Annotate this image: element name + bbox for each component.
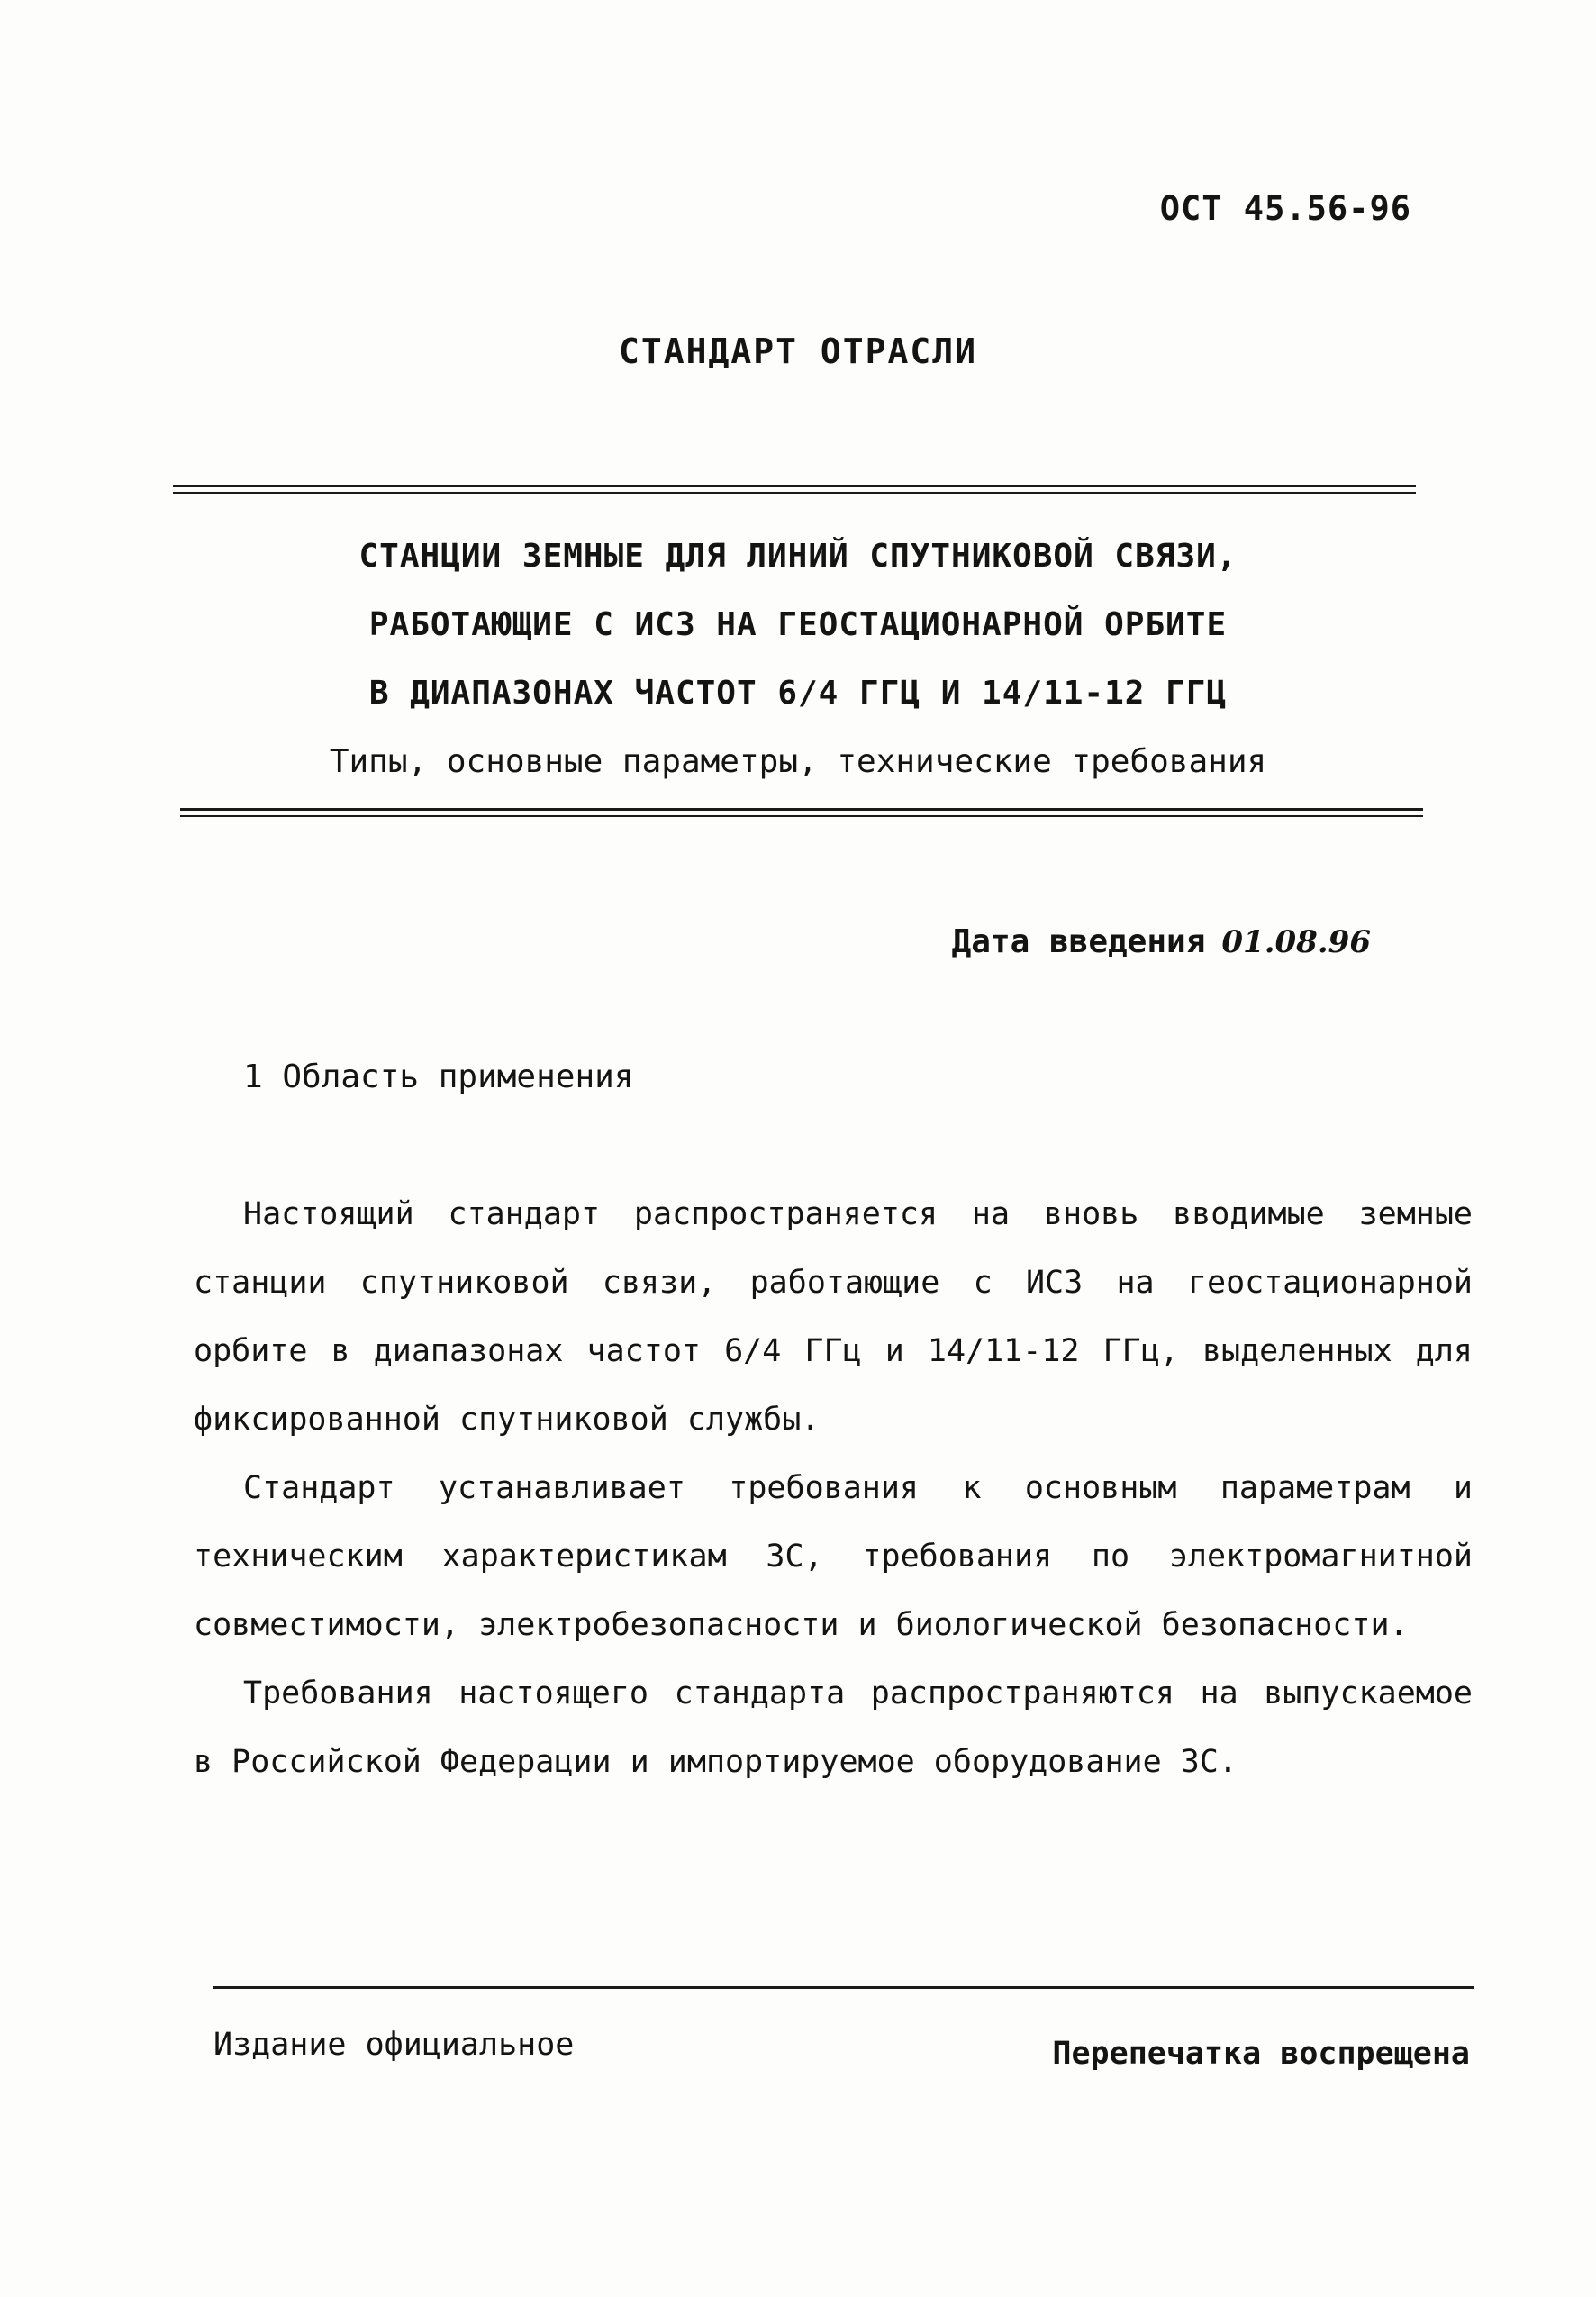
- title-bottom-rule-shadow: [180, 815, 1423, 817]
- document-code: ОСТ 45.56-96: [1159, 189, 1411, 228]
- document-title: [0, 522, 1596, 796]
- title-subtitle: Типы, основные параметры, технические требования: [329, 743, 1267, 780]
- title-top-rule-shadow: [173, 492, 1416, 494]
- section-heading: 1 Область применения: [243, 1058, 634, 1095]
- section-body: [194, 1180, 1473, 1796]
- paragraph-2: Стандарт устанавливает требования к основным параметрам и техническим характеристикам ЗС, требования по электромагнитной совместимости, электробезопасности и биологической безопасности.: [194, 1470, 1473, 1643]
- title-line-1: СТАНЦИИ ЗЕМНЫЕ ДЛЯ ЛИНИЙ СПУТНИКОВОЙ СВЯЗИ,: [358, 538, 1238, 575]
- footer-edition-note: Издание официальное: [213, 2027, 575, 2063]
- footer-reprint-note: Перепечатка воспрещена: [1052, 2036, 1470, 2072]
- paragraph-3: Требования настоящего стандарта распространяются на выпускаемое в Российской Федерации и импортируемое оборудование ЗС.: [194, 1675, 1473, 1780]
- introduction-date: [952, 923, 1371, 960]
- title-line-3: В ДИАПАЗОНАХ ЧАСТОТ 6/4 ГГЦ И 14/11-12 ГГЦ: [368, 675, 1228, 712]
- introduction-date-value: 01.08.96: [1221, 924, 1371, 960]
- title-line-2: РАБОТАЮЩИЕ С ИСЗ НА ГЕОСТАЦИОНАРНОЙ ОРБИТЕ: [368, 606, 1228, 643]
- document-type-heading: СТАНДАРТ ОТРАСЛИ: [618, 331, 978, 371]
- footer-rule: [213, 1986, 1474, 1989]
- introduction-date-label: Дата введения: [951, 923, 1206, 960]
- title-bottom-rule: [180, 808, 1423, 811]
- paragraph-1: Настоящий стандарт распространяется на вновь вводимые земные станции спутниковой связи, работающие с ИСЗ на геостационарной орбите в диапазонах частот 6/4 ГГц и 14/11-12 ГГц, выделенных для фиксированной спутниковой службы.: [194, 1196, 1473, 1438]
- title-top-rule: [173, 485, 1416, 487]
